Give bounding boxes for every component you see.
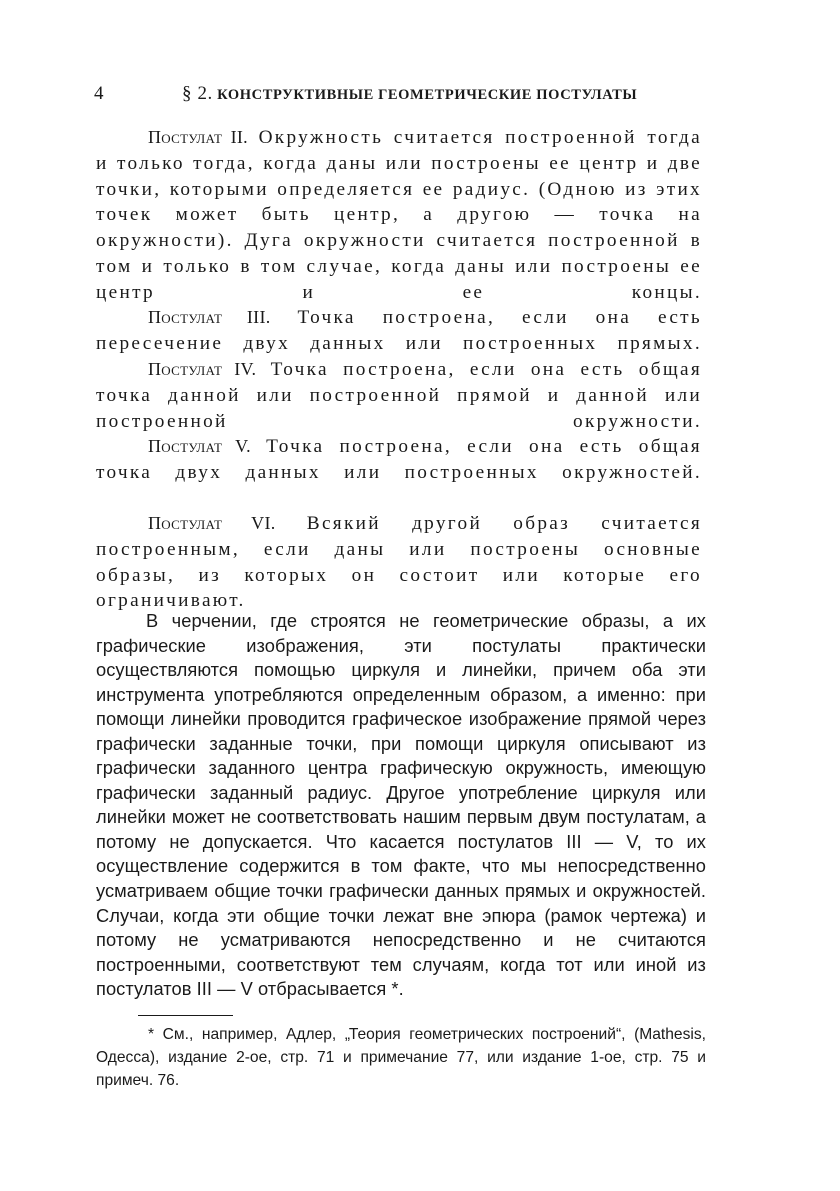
postulate-3: [96, 305, 702, 357]
footnote: * См., например, Адлер, „Теория геометрических построений“, (Mathesis, Одесса), издание 2-ое, стр. 71 и примечание 77, или издание 1-ое, стр. 75 и примеч. 76.: [96, 1026, 706, 1089]
postulate-text: Точка построена, если она есть пересечение двух данных или построенных прямых.: [96, 307, 702, 354]
footnote-divider: [138, 1015, 233, 1016]
postulate-label: Постулат II.: [148, 127, 248, 147]
postulate-label: Постулат VI.: [148, 513, 276, 533]
page-number: 4: [94, 83, 104, 104]
postulate-text: Окружность считается построенной тогда и только тогда, когда даны или построены ее центр и две точки, которыми определяется ее радиус. (Одною из этих точек может быть центр, а другою — точка на окружности). Дуга окружности считается построенной в том и только в том случае, когда даны или построены ее центр и ее концы.: [96, 127, 702, 303]
section-title-text: КОНСТРУКТИВНЫЕ ГЕОМЕТРИЧЕСКИЕ ПОСТУЛАТЫ: [217, 87, 638, 103]
body-paragraph: В черчении, где строятся не геометрические образы, а их графические изображения, эти постулаты практически осуществляются помощью циркуля и линейки, причем оба эти инструмента употребляются определенным образом, а именно: при помощи линейки проводится графическое изображение прямой через графически заданные точки, при помощи циркуля описывают из графически заданного центра графическую окружность, имеющую графически заданный радиус. Другое употребление циркуля или линейки может не соответствовать нашим первым двум постулатам, а потому не допускается. Что касается постулатов III — V, то их осуществление содержится в том факте, что мы непосредственно усматриваем общие точки графически данных прямых и окружностей. Случаи, когда эти общие точки лежат вне эпюра (рамок чертежа) и потому не усматриваются непосредственно и не считаются построенными, соответствуют тем случаям, когда тот или иной из постулатов III — V отбрасывается *.: [96, 610, 706, 1000]
postulate-4: [96, 357, 702, 434]
postulate-label: Постулат III.: [148, 307, 271, 327]
postulate-label: Постулат V.: [148, 436, 251, 456]
postulate-text: Всякий другой образ считается построенным, если даны или построены основные образы, из которых он состоит или которые его ограничивают.: [96, 513, 703, 612]
postulate-text: Точка построена, если она есть общая точка данной или построенной прямой и данной или построенной окружности.: [96, 359, 702, 432]
running-header: [94, 83, 714, 113]
section-sign: § 2.: [182, 83, 213, 104]
postulate-5: [96, 434, 702, 486]
postulate-2: [96, 125, 702, 306]
postulate-text: Точка построена, если она есть общая точка двух данных или построенных окружностей.: [96, 436, 702, 483]
postulate-label: Постулат IV.: [148, 359, 257, 379]
section-title: [182, 83, 637, 105]
postulate-6: [96, 511, 702, 614]
